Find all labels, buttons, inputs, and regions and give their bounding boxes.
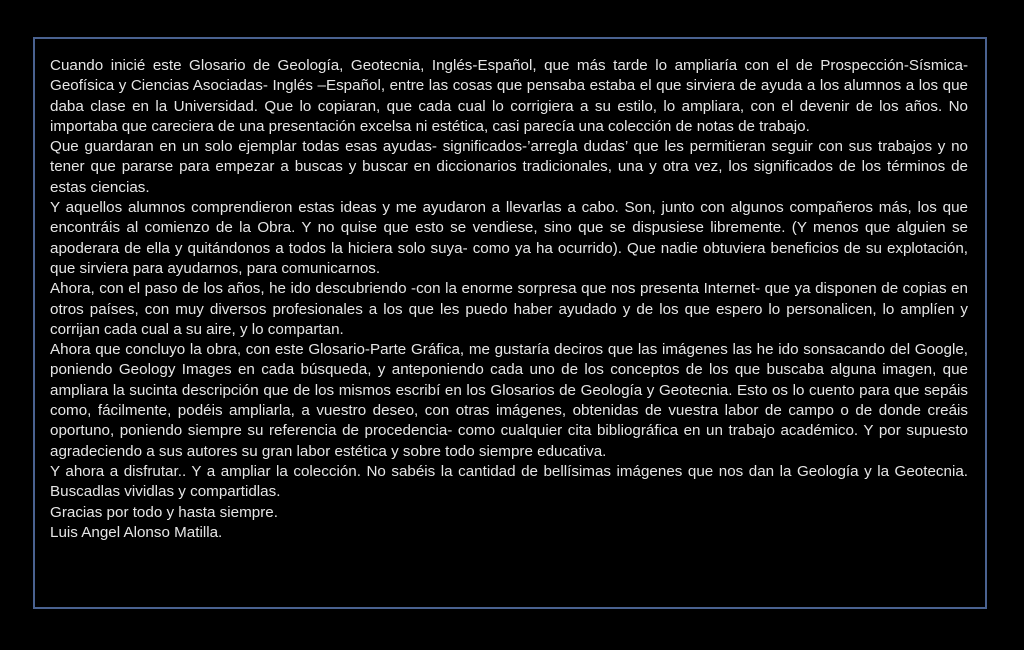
body-text [50, 56, 968, 543]
paragraph-images: Ahora que concluyo la obra, con este Glosario-Parte Gráfica, me gustaría deciros que las imágenes las he ido sonsacando del Google, poniendo Geology Images en cada búsqueda, y anteponiendo cada uno de los conceptos de los que buscaba alguna imagen, que ampliara la sucinta descripción que de los mismos escribí en los Glosarios de Geología y Geotecnia. Esto os lo cuento para que sepáis como, fácilmente, podéis ampliarla, a vuestro deseo, con otras imágenes, obtenidas de vuestra labor de campo o de donde creáis oportuno, poniendo siempre su referencia de procedencia- como cualquier cita bibliográfica en un trabajo académico. Y por supuesto agradeciendo a sus autores su gran labor estética y sobre todo siempre educativa. [50, 341, 968, 460]
paragraph-students: Y aquellos alumnos comprendieron estas ideas y me ayudaron a llevarlas a cabo. Son, junto con algunos compañeros más, los que encontráis al comienzo de la Obra. Y no quise que esto se vendiese, sino que se dispusiese libremente. (Y menos que alguien se apoderara de ella y quitándonos a todos la hiciera solo suya- como ya ha ocurrido). Que nadie obtuviera beneficios de su explotación, que sirviera para ayudarnos, para comunicarnos. [50, 199, 968, 277]
paragraph-intro: Cuando inicié este Glosario de Geología, Geotecnia, Inglés-Español, que más tarde lo ampliaría con el de Prospección-Sísmica- Geofísica y Ciencias Asociadas- Inglés –Español, entre las cosas que pensaba estaba el que sirviera de ayuda a los alumnos a los que daba clase en la Universidad. Que lo copiaran, que cada cual lo corrigiera a su estilo, lo ampliara, con el devenir de los años. No importaba que careciera de una presentación excelsa ni estética, casi parecía una colección de notas de trabajo. [50, 57, 968, 135]
author-signature: Luis Angel Alonso Matilla. [50, 523, 223, 541]
paragraph-internet: Ahora, con el paso de los años, he ido descubriendo -con la enorme sorpresa que nos presenta Internet- que ya disponen de copias en otros países, con muy diversos profesionales a los que les puedo haber ayudado y de los que espero lo personalicen, lo amplíen y corrijan cada cual a su aire, y lo compartan. [50, 280, 968, 338]
paragraph-thanks: Gracias por todo y hasta siempre. [50, 503, 278, 521]
paragraph-purpose: Que guardaran en un solo ejemplar todas esas ayudas- significados-’arregla dudas’ que les permitieran seguir con sus trabajos y no tener que pararse para empezar a buscas y buscar en diccionarios tradicionales, una y otra vez, los significados de los términos de estas ciencias. [50, 138, 968, 196]
paragraph-enjoy: Y ahora a disfrutar.. Y a ampliar la colección. No sabéis la cantidad de bellísimas imágenes que nos dan la Geología y la Geotecnia. Buscadlas vividlas y compartidlas. [50, 462, 968, 501]
